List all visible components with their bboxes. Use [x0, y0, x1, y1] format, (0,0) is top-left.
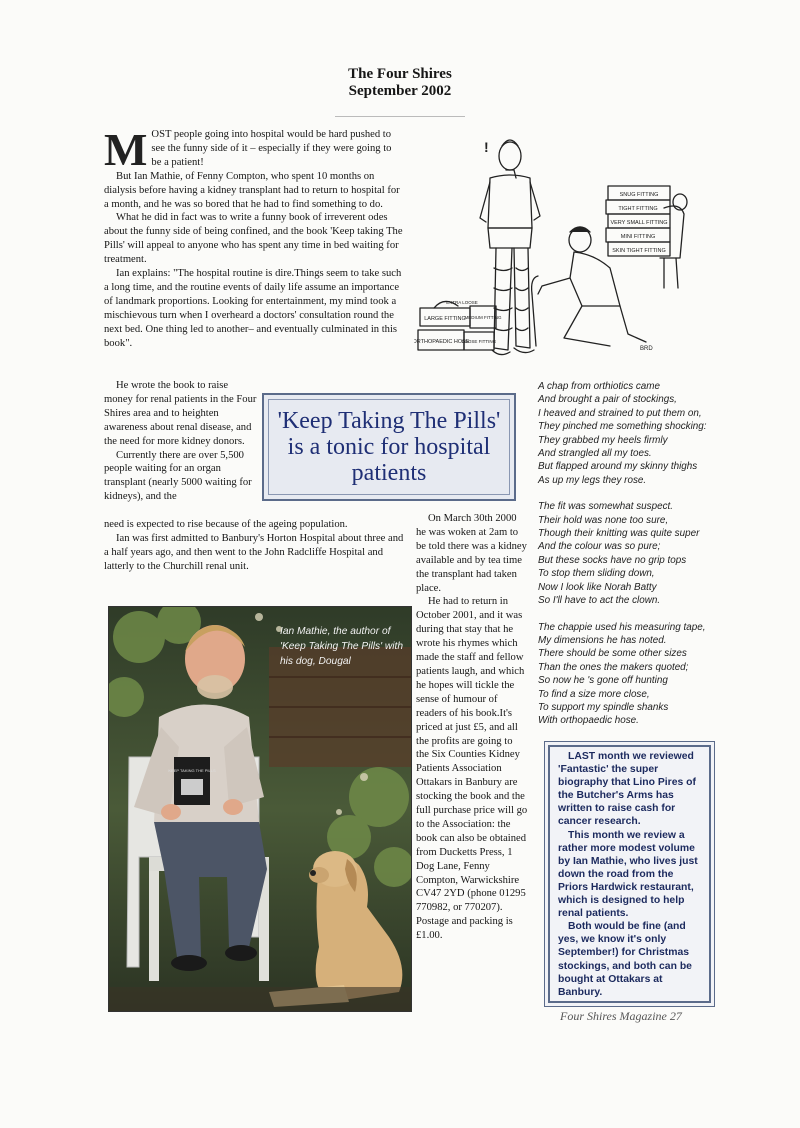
cartoon-illustration	[414, 128, 704, 374]
floor-box-label: EXTRA LOOSE	[446, 300, 478, 305]
page-footer: Four Shires Magazine 27	[560, 1009, 682, 1023]
poem-line: I heaved and strained to put them on,	[538, 407, 702, 419]
review-paragraph: Both would be fine (and yes, we know it's only September!) for Christmas stockings, and both can be bought at Ottakars at Banbury.	[558, 921, 692, 998]
publication-title: The Four Shires	[348, 66, 452, 82]
poem-line: And strangled all my toes.	[538, 448, 652, 460]
article-paragraph: On March 30th 2000 he was woken at 2am to be told there was a kidney available and by tea time the transplant had taken place.	[416, 513, 527, 594]
article-paragraph-continued: need is expected to rise because of the ageing population.	[104, 519, 348, 530]
headline-box	[262, 393, 516, 501]
review-paragraph: LAST month we reviewed 'Fantastic' the super biography that Lino Pires of the Butcher's Arms has written to raise cash for cancer research.	[558, 751, 696, 828]
review-box	[544, 741, 715, 1007]
floor-box-label: ORTHOPAEDIC HOSE	[414, 339, 470, 345]
floor-box-label: LARGE FITTING	[424, 316, 466, 322]
floor-box-label: MEDIUM FITTING	[464, 315, 502, 320]
poem-line: My dimensions he has noted.	[538, 634, 667, 646]
exclamation-mark: !	[484, 139, 489, 155]
box-label: SKIN TIGHT FITTING	[612, 248, 666, 254]
photo-caption: Ian Mathie, the author of 'Keep Taking The Pills' with his dog, Dougal	[280, 626, 403, 667]
poem-line: So now he 's gone off hunting	[538, 675, 668, 687]
box-label: SNUG FITTING	[619, 192, 659, 198]
stockings-fitting-cartoon	[414, 128, 704, 374]
poem-line: With orthopaedic hose.	[538, 715, 639, 727]
artist-signature: BRD	[640, 346, 653, 352]
poem-line: And brought a pair of stockings,	[538, 394, 677, 406]
poem-line: Their hold was none too sure,	[538, 514, 669, 526]
poem-line: Than the ones the makers quoted;	[538, 661, 689, 673]
poem-stanza-1	[538, 380, 718, 487]
article-column-narrow	[104, 379, 259, 504]
poem-line: As up my legs they rose.	[538, 474, 647, 486]
poem-line: To support my spindle shanks	[538, 701, 669, 713]
article-paragraph: Ian was first admitted to Banbury's Horton Hospital about three and a half years ago, and then went to the John Radcliffe Hospital and latterly to the Churchill renal unit.	[104, 532, 404, 572]
article-column-top	[104, 124, 404, 351]
article-paragraph: Ian explains: "The hospital routine is dire.Things seem to take such a long time, and the routine events of daily life assume an importance of landmark proportions. Looking for entertainment, my mind took a mischievous turn when I overheard a doctors' consultation round the next bed. One thing led to another– and eventually culminated in this book".	[104, 268, 402, 349]
article-column-middle	[416, 512, 528, 943]
poem-line: A chap from orthiotics came	[538, 381, 661, 392]
book-cover-text: KEEP TAKING THE PILLS	[168, 768, 216, 773]
article-paragraph: Currently there are over 5,500 people waiting for an organ transplant (nearly 5000 waiting for kidneys), and the	[104, 449, 252, 503]
masthead	[0, 66, 800, 100]
article-paragraph: He had to return in October 2001, and it was during that stay that he wrote his rhymes which made the staff and fellow patients laugh, and which he hopes will tickle the sense of humour of readers of his book.It's priced at just £5, and all the profits are going to the Six Counties Kidney Patients Association Ottakars in Banbury are stocking the book and the full purchase price will go to the Association: the book can also be obtained from Ducketts Press, 1 Dog Lane, Fenny Compton, Warwickshire CV47 2YD (phone 01295 770982, or 770207). Postage and packing is £1.00.	[416, 596, 528, 942]
box-label: MINI FITTING	[620, 234, 656, 240]
poem-line: The fit was somewhat suspect.	[538, 501, 674, 513]
review-paragraph: This month we review a rather more modest volume by Ian Mathie, who lives just down the road from the Priors Hardwick restaurant, which is designed to help renal patients.	[558, 829, 698, 920]
box-label: VERY SMALL FITTING	[610, 220, 668, 226]
headline: 'Keep Taking The Pills' is a tonic for hospital patients	[277, 408, 501, 486]
issue-date: September 2002	[348, 83, 452, 99]
poem-stanza-2	[538, 500, 718, 607]
poem-line: The chappie used his measuring tape,	[538, 621, 706, 633]
poem-line: Now I look like Norah Batty	[538, 581, 657, 593]
article-lead: MOST people going into hospital would be hard pushed to see the funny side of it – especially if they were going to be a patient!	[104, 124, 392, 175]
poem-line: To stop them sliding down,	[538, 568, 655, 580]
poem-stanza-3	[538, 621, 718, 728]
poem-line: Though their knitting was quite super	[538, 528, 700, 540]
drop-cap: M	[104, 124, 148, 175]
floor-box-label: LOOSE FITTING	[461, 339, 497, 344]
article-paragraph: What he did in fact was to write a funny book of irreverent odes about the funny side of being confined, and the book 'Keep taking The Pills' will appeal to anyone who has spent any time in bed waiting for treatment.	[104, 212, 403, 266]
poem-line: To find a size more close,	[538, 688, 650, 700]
poem-line: And the colour was so pure;	[538, 541, 661, 553]
box-label: TIGHT FITTING	[618, 206, 658, 212]
poem-line: But flapped around my skinny thighs	[538, 461, 698, 473]
poem-line: They grabbed my heels firmly	[538, 434, 668, 446]
article-paragraph: He wrote the book to raise money for renal patients in the Four Shires area and to heighten awareness about renal disease, and the need for more kidney donors.	[104, 380, 257, 447]
poem-line: So I'll have to act the clown.	[538, 595, 661, 607]
masthead-rule	[335, 116, 465, 117]
article-paragraph: But Ian Mathie, of Fenny Compton, who spent 10 months on dialysis before having a kidney transplant had to return to hospital for a month, and he was so bored that he had to find something to do.	[104, 170, 400, 210]
poem-line: There should be some other sizes	[538, 648, 687, 660]
poem-line: But these socks have no grip tops	[538, 554, 687, 566]
poem-line: They pinched me something shocking:	[538, 421, 707, 433]
article-column-wide	[104, 518, 410, 574]
poem	[538, 380, 718, 741]
